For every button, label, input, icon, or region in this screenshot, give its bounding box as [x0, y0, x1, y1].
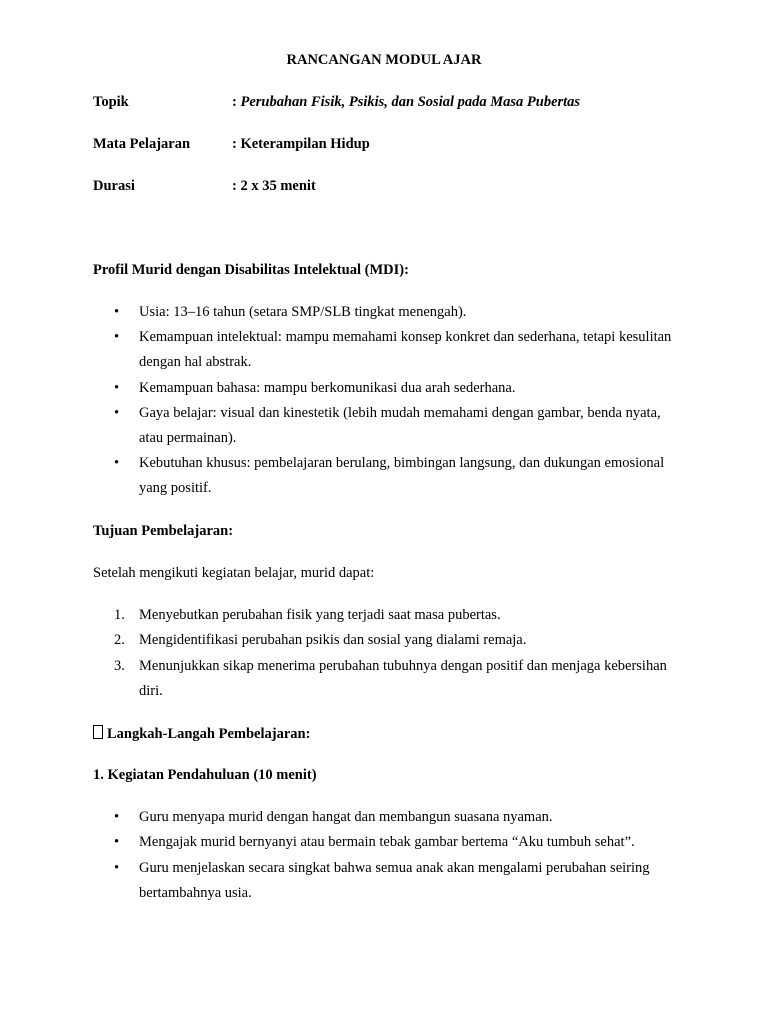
goals-list — [0, 603, 768, 704]
meta-topic-text: Perubahan Fisik, Psikis, dan Sosial pada Masa Pubertas — [240, 94, 581, 110]
list-item — [0, 300, 768, 325]
profile-list — [0, 300, 768, 501]
list-item — [0, 654, 768, 704]
meta-colon: : — [232, 178, 241, 194]
meta-value-topic — [232, 94, 580, 111]
steps-heading-row — [93, 725, 310, 743]
list-item-text: Usia: 13–16 tahun (setara SMP/SLB tingkat menengah). — [139, 304, 467, 320]
list-number: 3. — [114, 657, 125, 674]
steps-subheading: 1. Kegiatan Pendahuluan (10 menit) — [93, 767, 317, 783]
document-icon — [93, 725, 103, 739]
meta-label-subject: Mata Pelajaran — [93, 136, 191, 152]
goals-intro: Setelah mengikuti kegiatan belajar, murid dapat: — [93, 565, 375, 581]
bullet: • — [114, 379, 120, 396]
list-item-text: Kebutuhan khusus: pembelajaran berulang, bimbingan langsung, dan dukungan emosional yang positif. — [139, 455, 665, 497]
meta-duration-text: 2 x 35 menit — [240, 178, 316, 194]
bullet: • — [114, 329, 120, 346]
bullet: • — [114, 455, 120, 472]
list-item — [0, 628, 768, 653]
bullet: • — [114, 404, 120, 421]
list-item-text: Gaya belajar: visual dan kinestetik (lebih mudah memahami dengan gambar, benda nyata, atau permainan). — [139, 404, 661, 446]
list-item-text: Guru menyapa murid dengan hangat dan membangun suasana nyaman. — [139, 809, 553, 825]
list-item-text: Mengidentifikasi perubahan psikis dan sosial yang dialami remaja. — [139, 632, 527, 649]
list-item-text: Kemampuan bahasa: mampu berkomunikasi dua arah sederhana. — [139, 379, 516, 396]
bullet: • — [114, 859, 120, 876]
list-number: 2. — [114, 632, 125, 649]
list-number: 1. — [114, 607, 125, 623]
steps-heading: Langkah-Langah Pembelajaran: — [107, 726, 311, 742]
profile-heading: Profil Murid dengan Disabilitas Intelektual (MDI): — [93, 262, 409, 278]
meta-subject-text: Keterampilan Hidup — [240, 136, 370, 152]
list-item — [0, 451, 768, 501]
meta-colon: : — [232, 94, 241, 110]
meta-colon: : — [232, 136, 241, 152]
goals-heading: Tujuan Pembelajaran: — [93, 523, 234, 539]
list-item — [0, 325, 768, 375]
list-item — [0, 830, 768, 855]
list-item-text: Menunjukkan sikap menerima perubahan tubuhnya dengan positif dan menjaga kebersihan diri. — [139, 657, 667, 699]
list-item — [0, 603, 768, 628]
bullet: • — [114, 809, 120, 825]
steps-list — [0, 805, 768, 906]
list-item-text: Kemampuan intelektual: mampu memahami konsep konkret dan sederhana, tetapi kesulitan dengan hal abstrak. — [139, 329, 672, 371]
list-item-text: Guru menjelaskan secara singkat bahwa semua anak akan mengalami perubahan seiring bertambahnya usia. — [139, 859, 650, 901]
bullet: • — [114, 304, 120, 320]
list-item — [0, 805, 768, 830]
page-title: RANCANGAN MODUL AJAR — [286, 52, 482, 68]
meta-label-topic: Topik — [93, 94, 129, 110]
list-item-text: Menyebutkan perubahan fisik yang terjadi saat masa pubertas. — [139, 607, 501, 623]
meta-label-duration: Durasi — [93, 178, 135, 194]
list-item — [0, 856, 768, 906]
list-item — [0, 376, 768, 401]
meta-value-subject — [232, 136, 370, 153]
list-item-text: Mengajak murid bernyanyi atau bermain tebak gambar bertema “Aku tumbuh sehat”. — [139, 834, 635, 851]
meta-value-duration — [232, 178, 316, 195]
bullet: • — [114, 834, 120, 851]
list-item — [0, 401, 768, 451]
